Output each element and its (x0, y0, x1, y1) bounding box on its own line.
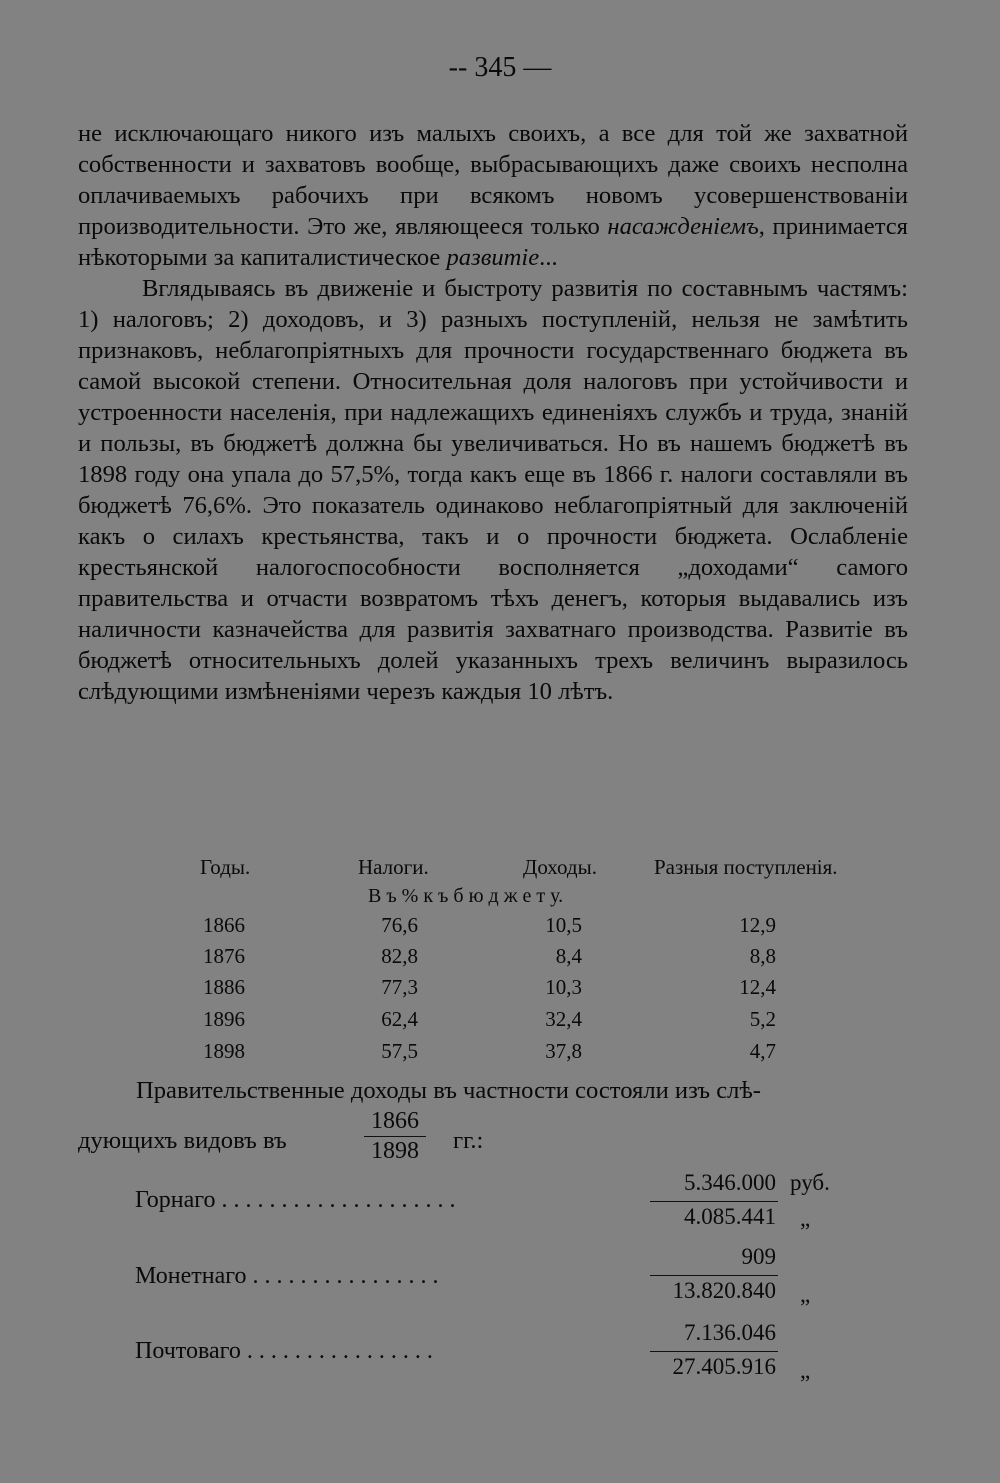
page-number: -- 345 — (448, 52, 552, 83)
cell-income: 10,5 (545, 913, 582, 937)
revenue-value-1898: 13.820.840 (672, 1278, 776, 1303)
revenue-unit: руб. (790, 1170, 830, 1195)
paragraph-1-text-b: , принимается нѣкоторыми за капиталистическое (78, 213, 908, 271)
revenue-label: Горнаго . . . . . . . . . . . . . . . . . . . . (135, 1187, 456, 1213)
header-other: Разныя поступленiя. (654, 855, 838, 879)
revenue-label: Почтоваго . . . . . . . . . . . . . . . . (135, 1338, 433, 1364)
cell-income: 32,4 (545, 1007, 582, 1031)
revenue-value-1866: 5.346.000 (684, 1170, 776, 1195)
header-income: Доходы. (523, 855, 597, 879)
revenue-divider (650, 1201, 778, 1202)
revenue-ditto: „ (800, 1206, 811, 1231)
cell-other: 5,2 (749, 1007, 776, 1031)
table-subheader: В ъ % к ъ б ю д ж е т у. (368, 885, 564, 907)
cell-taxes: 62,4 (381, 1007, 418, 1031)
cell-other: 12,4 (739, 975, 776, 999)
paragraph-1-text-c: ... (539, 244, 558, 271)
revenue-label: Монетнаго . . . . . . . . . . . . . . . . (135, 1263, 439, 1289)
body-text (78, 118, 908, 707)
cell-income: 10,3 (545, 975, 582, 999)
revenue-value-1898: 27.405.916 (672, 1354, 776, 1379)
cell-income: 37,8 (545, 1039, 582, 1063)
revenue-value-1866: 7.136.046 (684, 1320, 776, 1345)
fraction-top: 1866 (371, 1108, 419, 1134)
cell-income: 8,4 (555, 944, 582, 968)
header-taxes: Налоги. (358, 855, 429, 879)
revenue-ditto: „ (800, 1358, 811, 1383)
cell-taxes: 57,5 (381, 1039, 418, 1063)
cell-year: 1876 (203, 944, 245, 968)
cell-taxes: 82,8 (381, 944, 418, 968)
paragraph-1-emphasis-1: насажденiемъ (607, 213, 759, 240)
cell-other: 4,7 (749, 1039, 776, 1063)
cell-other: 12,9 (739, 913, 776, 937)
revenue-divider (650, 1351, 778, 1352)
cell-other: 8,8 (749, 944, 776, 968)
paragraph-1 (78, 118, 908, 273)
revenue-intro: Правительственные доходы въ частности состояли изъ слѣ- (136, 1077, 761, 1104)
years-fraction (360, 1108, 430, 1165)
cell-year: 1896 (203, 1007, 245, 1031)
paragraph-2: Вглядываясь въ движенiе и быстроту развитiя по составнымъ частямъ: 1) налоговъ; 2) доходовъ, и 3) разныхъ поступленiй, нельзя не замѣтить признаковъ, неблагопрiятныхъ для прочности государственнаго бюджета въ самой высокой степени. Относительная доля налоговъ при устойчивости и устроенности населенiя, при надлежащихъ единенiяхъ службъ и труда, знанiй и пользы, въ бюджетѣ должна бы увеличиваться. Но въ нашемъ бюджетѣ въ 1898 году она упала до 57,5%, тогда какъ еще въ 1866 г. налоги составляли въ бюджетѣ 76,6%. Это показатель одинаково неблагопрiятный для заключенiй какъ о силахъ крестьянства, такъ и о прочности бюджета. Ослабленiе крестьянской налогоспособности восполняется „доходами“ самого правительства и отчасти возвратомъ тѣхъ денегъ, которыя выдавались изъ наличности казначейства для развитiя захватнаго производства. Развитiе въ бюджетѣ относительныхъ долей указанныхъ трехъ величинъ выразилось слѣдующими измѣненiями черезъ каждыя 10 лѣтъ. (78, 275, 908, 705)
revenue-ditto: „ (800, 1282, 811, 1307)
paragraph-1-text-a: не исключающаго никого изъ малыхъ своихъ, а все для той же захватной собственности и захватовъ вообще, выбрасывающихъ даже своихъ несполна оплачиваемыхъ рабочихъ при всякомъ новомъ усовершенствованiи производительности. Это же, являющееся только (78, 120, 908, 240)
cell-year: 1866 (203, 913, 245, 937)
years-suffix: гг.: (453, 1127, 484, 1154)
cell-taxes: 76,6 (381, 913, 418, 937)
header-years: Годы. (200, 855, 251, 879)
fraction-bottom: 1898 (371, 1138, 419, 1164)
fraction-line (364, 1136, 426, 1137)
cell-year: 1886 (203, 975, 245, 999)
cell-year: 1898 (203, 1039, 245, 1063)
cell-taxes: 77,3 (381, 975, 418, 999)
revenue-value-1866: 909 (741, 1244, 776, 1269)
revenue-value-1898: 4.085.441 (684, 1204, 776, 1229)
paragraph-1-emphasis-2: развитiе (446, 244, 540, 271)
revenue-intro-2-text: дующихъ видовъ въ (78, 1127, 287, 1154)
revenue-divider (650, 1275, 778, 1276)
